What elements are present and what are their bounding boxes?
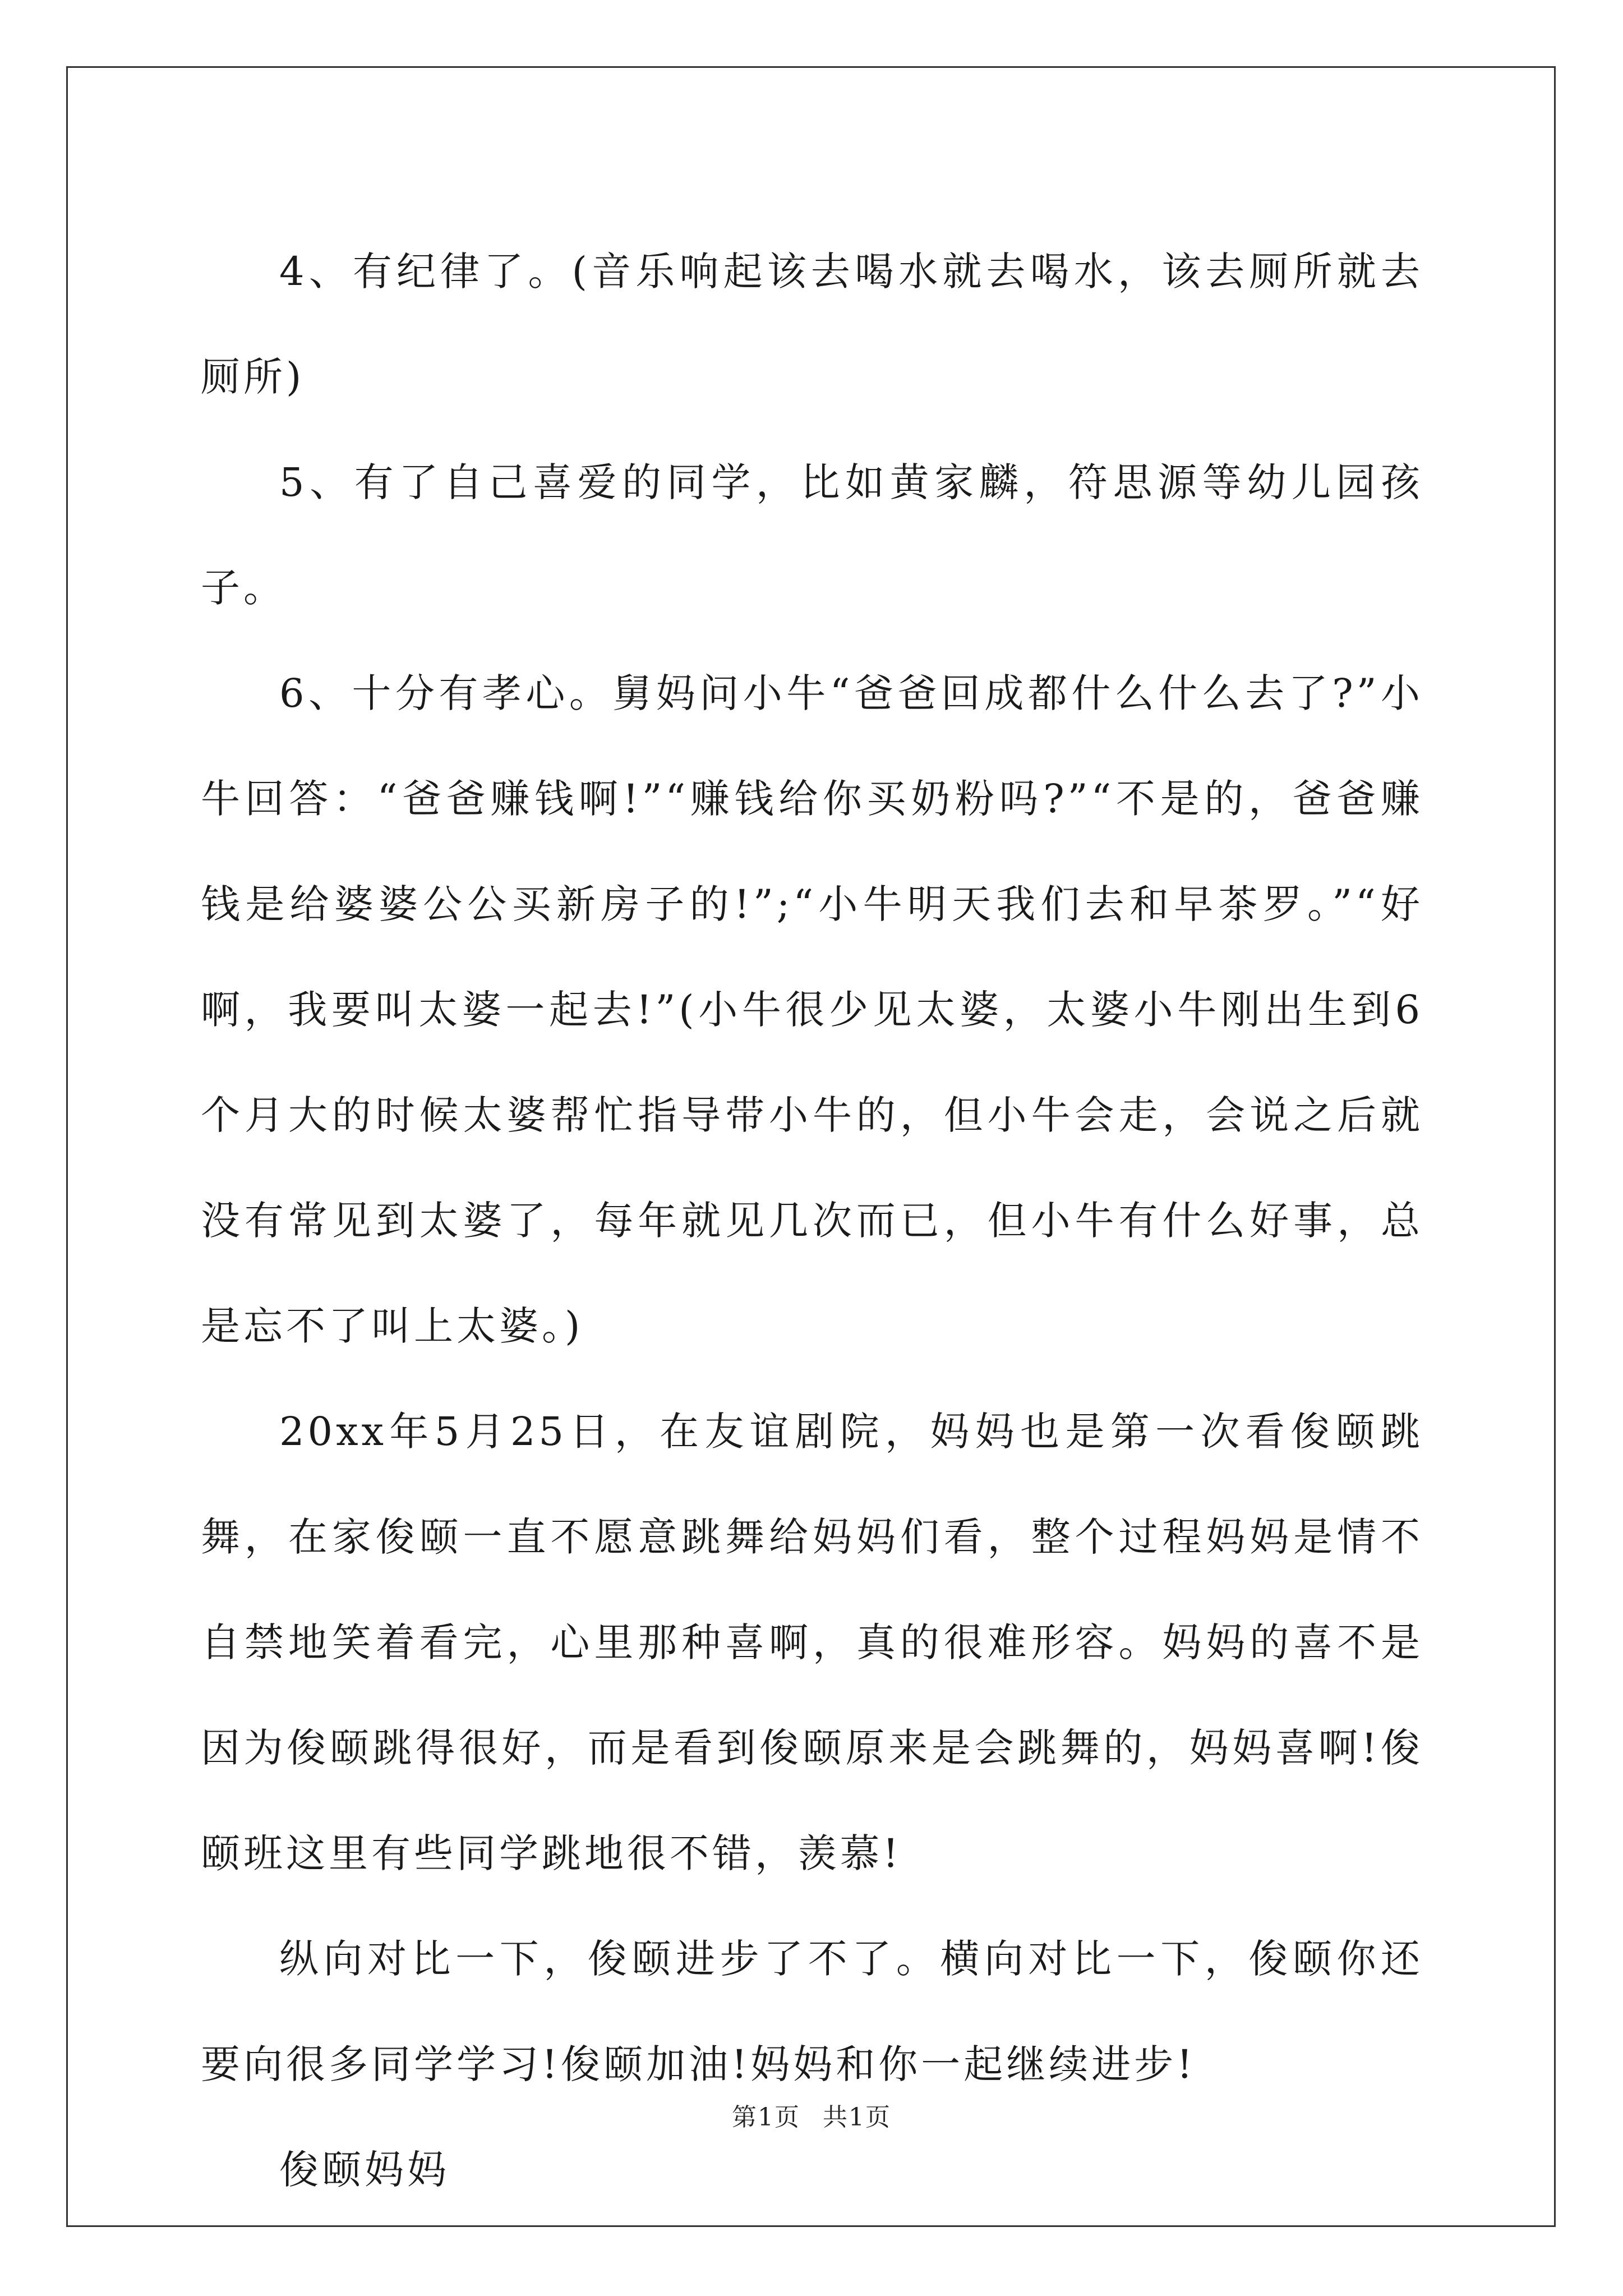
paragraph-dance: 20xx年5月25日，在友谊剧院，妈妈也是第一次看俊颐跳舞，在家俊颐一直不愿意跳舞给妈妈们看，整个过程妈妈是情不自禁地笑着看完，心里那种喜啊，真的很难形容。妈妈的喜不是因为俊颐跳得很好，而是看到俊颐原来是会跳舞的，妈妈喜啊!俊颐班这里有些同学跳地很不错，羡慕! [201, 1409, 1423, 1876]
paragraph-5: 5、有了自己喜爱的同学，比如黄家麟，符思源等幼儿园孩子。 [201, 459, 1423, 611]
page-footer [0, 2097, 1623, 2133]
document-body [201, 219, 1423, 2223]
paragraph-4: 4、有纪律了。(音乐响起该去喝水就去喝水，该去厕所就去厕所) [201, 249, 1423, 400]
signature: 俊颐妈妈 [279, 2147, 450, 2193]
paragraph-6: 6、十分有孝心。舅妈问小牛“爸爸回成都什么什么去了?”小牛回答：“爸爸赚钱啊!”“赚钱给你买奶粉吗?”“不是的，爸爸赚钱是给婆婆公公买新房子的!”;“小牛明天我们去和早茶罗。”“好啊，我要叫太婆一起去!”(小牛很少见太婆，太婆小牛刚出生到6个月大的时候太婆帮忙指导带小牛的，但小牛会走，会说之后就没有常见到太婆了，每年就见几次而已，但小牛有什么好事，总是忘不了叫上太婆。) [201, 670, 1423, 1349]
paragraph-comparison: 纵向对比一下，俊颐进步了不了。横向对比一下，俊颐你还要向很多同学学习!俊颐加油!妈妈和你一起继续进步! [201, 1936, 1423, 2087]
page-number-total: 共1页 [823, 2103, 891, 2132]
page-number-current: 第1页 [732, 2103, 800, 2132]
